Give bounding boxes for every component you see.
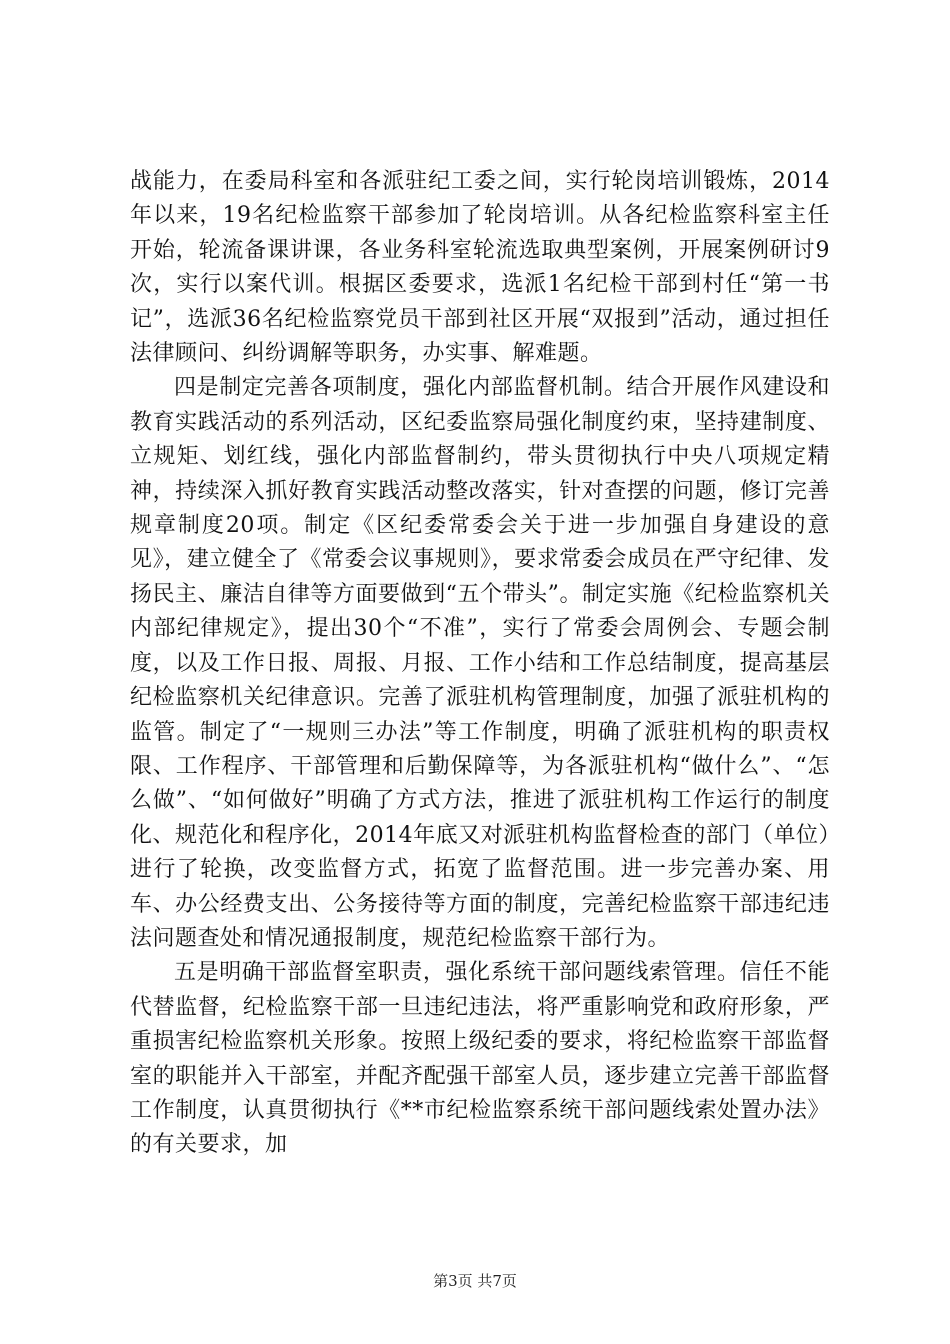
paragraph-continuation: 战能力，在委局科室和各派驻纪工委之间，实行轮岗培训锻炼，2014年以来，19名纪检监察干部参加了轮岗培训。从各纪检监察科室主任开始，轮流备课讲课，各业务科室轮流选取典型案例，开展案例研讨9次，实行以案代训。根据区委要求，选派1名纪检干部到村任“第一书记”，选派36名纪检监察党员干部到社区开展“双报到”活动，通过担任法律顾问、纠纷调解等职务，办实事、解难题。 <box>130 169 830 367</box>
page-number-footer: 第3页 共7页 <box>433 1272 517 1290</box>
document-body <box>130 165 830 1163</box>
paragraph-item-four: 四是制定完善各项制度，强化内部监督机制。结合开展作风建设和教育实践活动的系列活动，区纪委监察局强化制度约束，坚持建制度、立规矩、划红线，强化内部监督制约，带头贯彻执行中央八项规定精神，持续深入抓好教育实践活动整改落实，针对查摆的问题，修订完善规章制度20项。制定《区纪委常委会关于进一步加强自身建设的意见》，建立健全了《常委会议事规则》，要求常委会成员在严守纪律、发扬民主、廉洁自律等方面要做到“五个带头”。制定实施《纪检监察机关内部纪律规定》，提出30个“不准”，实行了常委会周例会、专题会制度，以及工作日报、周报、月报、工作小结和工作总结制度，提高基层纪检监察机关纪律意识。完善了派驻机构管理制度，加强了派驻机构的监管。制定了“一规则三办法”等工作制度，明确了派驻机构的职责权限、工作程序、干部管理和后勤保障等，为各派驻机构“做什么”、“怎么做”、“如何做好”明确了方式方法，推进了派驻机构工作运行的制度化、规范化和程序化，2014年底又对派驻机构监督检查的部门（单位）进行了轮换，改变监督方式，拓宽了监督范围。进一步完善办案、用车、办公经费支出、公务接待等方面的制度，完善纪检监察干部违纪违法问题查处和情况通报制度，规范纪检监察干部行为。 <box>130 375 830 951</box>
paragraph-item-five: 五是明确干部监督室职责，强化系统干部问题线索管理。信任不能代替监督，纪检监察干部一旦违纪违法，将严重影响党和政府形象，严重损害纪检监察机关形象。按照上级纪委的要求，将纪检监察干部监督室的职能并入干部室，并配齐配强干部室人员，逐步建立完善干部监督工作制度，认真贯彻执行《**市纪检监察系统干部问题线索处置办法》的有关要求，加 <box>130 960 830 1158</box>
